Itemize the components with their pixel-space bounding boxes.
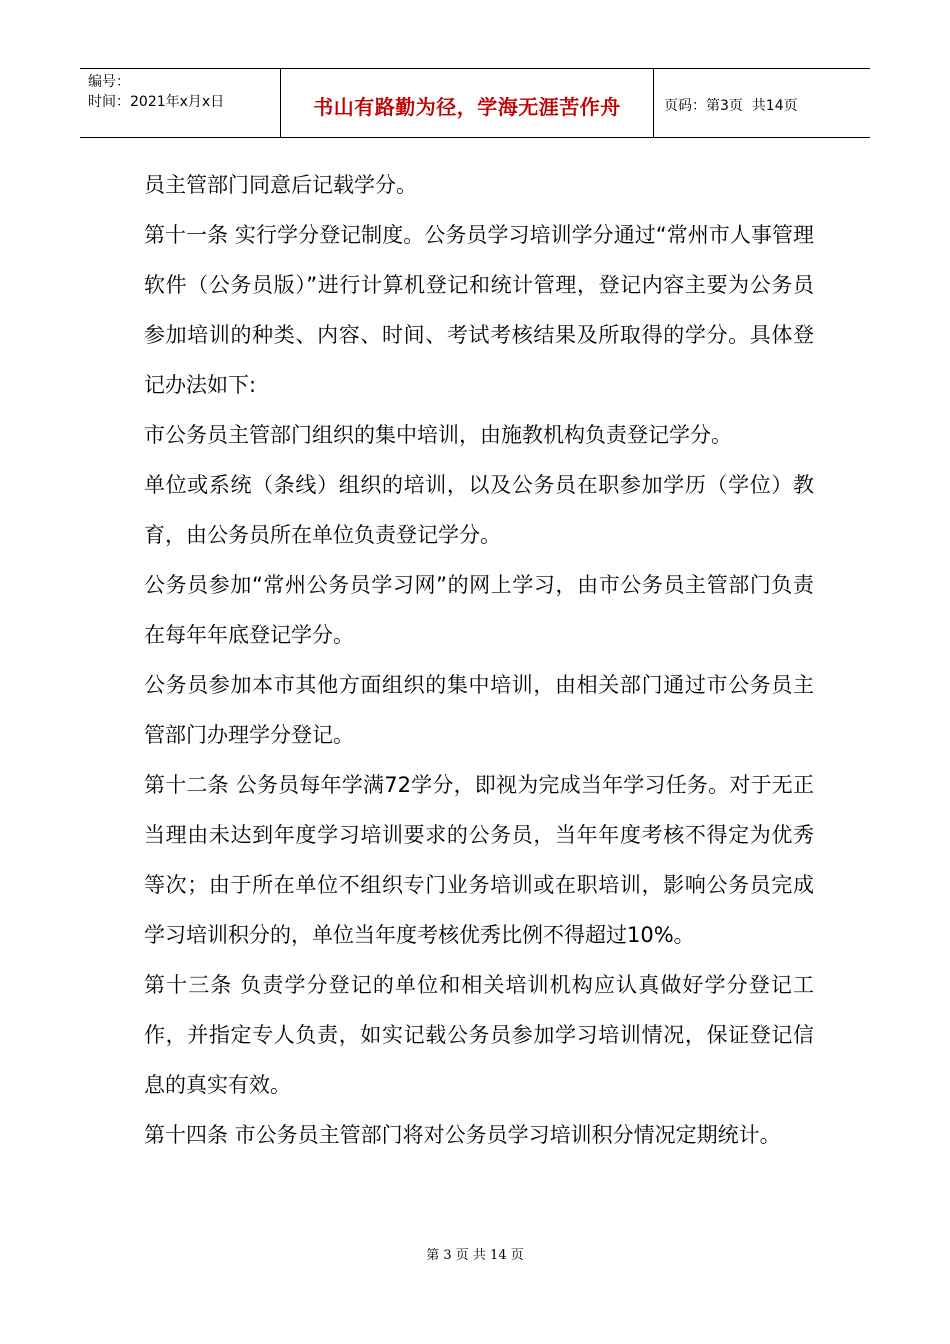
page-header xyxy=(80,68,870,138)
paragraph: 第十四条 市公务员主管部门将对公务员学习培训积分情况定期统计。 xyxy=(144,1123,781,1147)
paragraph: 第十二条 公务员每年学满72学分，即视为完成当年学习任务。对于无正当理由未达到年度学习培训要求的公务员，当年年度考核不得定为优秀等次；由于所在单位不组织专门业务培训或在职培训，影响公务员完成学习培训积分的，单位当年度考核优秀比例不得超过10%。 xyxy=(144,773,814,947)
document-body xyxy=(144,160,814,1160)
header-motto: 书山有路勤为径，学海无涯苦作舟 xyxy=(281,69,654,137)
paragraph: 单位或系统（条线）组织的培训，以及公务员在职参加学历（学位）教育，由公务员所在单位负责登记学分。 xyxy=(144,473,814,547)
page-footer: 第 3 页 共 14 页 xyxy=(426,1248,524,1263)
paragraph: 第十三条 负责学分登记的单位和相关培训机构应认真做好学分登记工作，并指定专人负责，如实记载公务员参加学习培训情况，保证登记信息的真实有效。 xyxy=(144,973,814,1097)
paragraph: 市公务员主管部门组织的集中培训，由施教机构负责登记学分。 xyxy=(144,423,732,447)
header-meta xyxy=(80,69,281,137)
paragraph: 公务员参加本市其他方面组织的集中培训，由相关部门通过市公务员主管部门办理学分登记。 xyxy=(144,673,814,747)
paragraph: 第十一条 实行学分登记制度。公务员学习培训学分通过“常州市人事管理软件（公务员版）”进行计算机登记和统计管理，登记内容主要为公务员参加培训的种类、内容、时间、考试考核结果及所取得的学分。具体登记办法如下: xyxy=(144,223,814,397)
document-date: 时间：2021年x月x日 xyxy=(88,94,225,110)
paragraph: 员主管部门同意后记载学分。 xyxy=(144,173,417,197)
document-number-label: 编号： xyxy=(88,74,130,90)
header-page-info: 页码：第3页 共14页 xyxy=(664,98,798,114)
paragraph: 公务员参加“常州公务员学习网”的网上学习，由市公务员主管部门负责在每年年底登记学分。 xyxy=(144,573,814,647)
